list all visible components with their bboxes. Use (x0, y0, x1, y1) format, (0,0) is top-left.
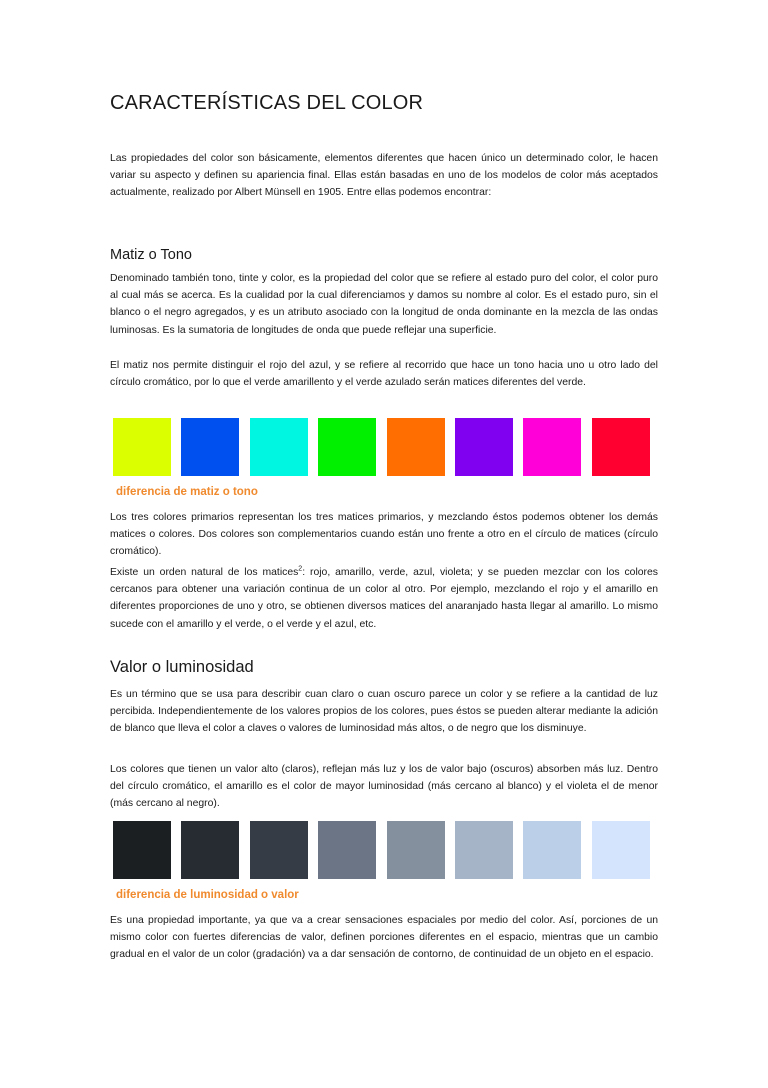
hue-swatch (318, 418, 376, 476)
footnote-marker: 2 (298, 565, 303, 573)
hue-swatch (113, 418, 171, 476)
value-swatch (387, 821, 445, 879)
matiz-paragraph-2: El matiz nos permite distinguir el rojo del azul, y se refiere al recorrido que hace un tono hacia uno u otro lado del círculo cromático, por lo que el verde amarillento y el verde azulado serán matices diferentes del verde. (110, 360, 658, 389)
value-swatch (250, 821, 308, 879)
value-caption: diferencia de luminosidad o valor (116, 889, 299, 901)
primarios-paragraph-1: Los tres colores primarios representan los tres matices primarios, y mezclando éstos podemos obtener los demás matices o colores. Dos colores son complementarios cuando están uno frente a otro en el círculo de matices (círculo cromático). (110, 512, 658, 558)
hue-swatch-strip (113, 418, 655, 476)
final-paragraph: Es una propiedad importante, ya que va a crear sensaciones espaciales por medio del color. Así, porciones de un mismo color con fuertes diferencias de valor, definen porciones diferentes en el espacio, mientras que un cambio gradual en el valor de un color (gradación) va a dar sensación de contorno, de continuidad de un objeto en el espacio. (110, 915, 658, 961)
matiz-paragraph-1: Denominado también tono, tinte y color, es la propiedad del color que se refiere al estado puro del color, el color puro al cual más se acerca. Es la cualidad por la cual diferenciamos y damos su nombre al color. Es el estado puro, sin el blanco o el negro agregados, y es un atributo asociado con la longitud de onda dominante en la mezcla de las ondas luminosas. Es la sumatoria de longitudes de onda que puede reflejar una superficie. (110, 273, 658, 336)
value-swatch (523, 821, 581, 879)
value-swatch (592, 821, 650, 879)
section-heading-matiz: Matiz o Tono (110, 247, 192, 263)
primarios-text-after: : rojo, amarillo, verde, azul, violeta; y se pueden mezclar con los colores cercanos para obtener una variación continua de un color al otro. Por ejemplo, mezclando el rojo y el amarillo en diferentes proporciones de uno y otro, se obtienen diversos matices del anaranjado hasta llegar al amarillo. Lo mismo sucede con el amarillo y el verde, o el verde y el azul, etc. (110, 567, 658, 630)
hue-caption: diferencia de matiz o tono (116, 486, 258, 498)
value-swatch (318, 821, 376, 879)
value-swatch-strip (113, 821, 655, 879)
hue-swatch (455, 418, 513, 476)
valor-paragraph-2: Los colores que tienen un valor alto (claros), reflejan más luz y los de valor bajo (oscuros) absorben más luz. Dentro del círculo cromático, el amarillo es el color de mayor luminosidad (más cercano al blanco) y el violeta el de menor (más cercano al negro). (110, 764, 658, 810)
value-swatch (113, 821, 171, 879)
primarios-paragraph-2 (110, 564, 658, 633)
value-swatch (181, 821, 239, 879)
hue-swatch (387, 418, 445, 476)
hue-swatch (592, 418, 650, 476)
intro-paragraph: Las propiedades del color son básicamente, elementos diferentes que hacen único un determinado color, le hacen variar su aspecto y definen su apariencia final. Ellas están basadas en uno de los modelos de color más aceptados actualmente, realizado por Albert Münsell en 1905. Entre ellas podemos encontrar: (110, 153, 658, 199)
hue-swatch (181, 418, 239, 476)
hue-swatch (523, 418, 581, 476)
hue-swatch (250, 418, 308, 476)
page-title: CARACTERÍSTICAS DEL COLOR (110, 92, 424, 114)
section-heading-valor: Valor o luminosidad (110, 658, 254, 676)
primarios-text-before: Existe un orden natural de los matices (110, 567, 299, 578)
valor-paragraph-1: Es un término que se usa para describir cuan claro o cuan oscuro parece un color y se refiere a la cantidad de luz percibida. Independientemente de los valores propios de los colores, pues éstos se pueden alterar mediante la adición de blanco que lleva el color a claves o valores de luminosidad más altos, o de negro que los disminuye. (110, 689, 658, 735)
value-swatch (455, 821, 513, 879)
